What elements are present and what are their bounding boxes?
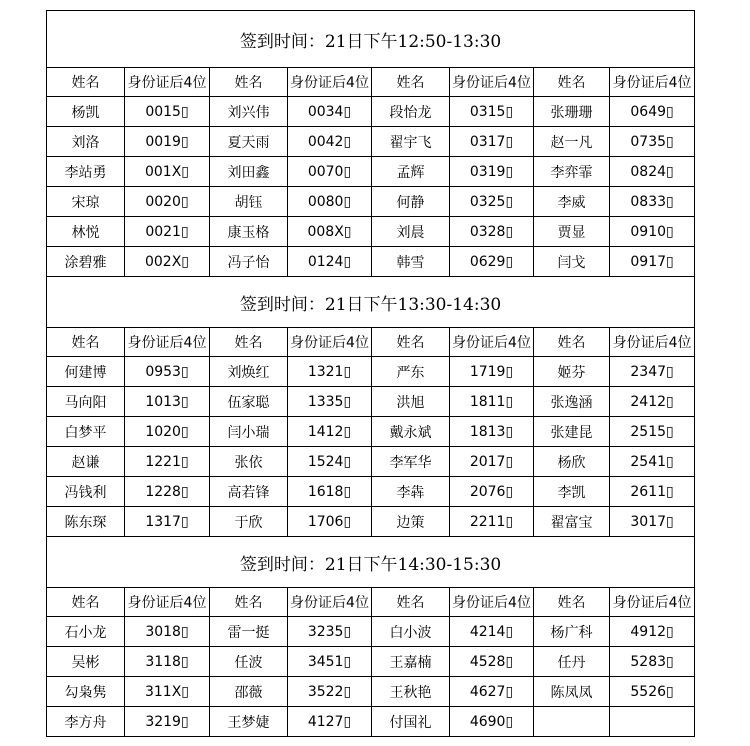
table-row [47,127,695,157]
name-cell: 吴彬 [47,647,125,677]
name-cell: 洪旭 [372,387,450,417]
header-name: 姓名 [210,68,288,97]
name-cell: 冯钱利 [47,477,125,507]
name-cell: 贾显 [534,217,610,247]
table-row [47,677,695,707]
id-last4-cell: 0315▯ [450,97,534,127]
name-cell: 李军华 [372,447,450,477]
table-row [47,477,695,507]
name-cell: 康玉格 [210,217,288,247]
id-last4-cell: 3235▯ [288,617,372,647]
id-last4-cell: 1811▯ [450,387,534,417]
id-last4-cell: 0833▯ [610,187,695,217]
name-cell: 胡钰 [210,187,288,217]
id-last4-cell: 4127▯ [288,707,372,737]
name-cell: 闫小瑞 [210,417,288,447]
name-cell: 邵薇 [210,677,288,707]
id-last4-cell: 4912▯ [610,617,695,647]
name-cell: 赵一凡 [534,127,610,157]
id-last4-cell: 0953▯ [125,357,210,387]
header-name: 姓名 [372,68,450,97]
id-last4-cell: 1719▯ [450,357,534,387]
header-id: 身份证后4位 [125,328,210,357]
id-last4-cell: 0042▯ [288,127,372,157]
id-last4-cell: 002X▯ [125,247,210,277]
header-id: 身份证后4位 [125,588,210,617]
header-id: 身份证后4位 [610,68,695,97]
name-cell: 何静 [372,187,450,217]
id-last4-cell: 2611▯ [610,477,695,507]
id-last4-cell: 0015▯ [125,97,210,127]
header-id: 身份证后4位 [288,68,372,97]
id-last4-cell: 2347▯ [610,357,695,387]
header-name: 姓名 [47,68,125,97]
id-last4-cell: 1020▯ [125,417,210,447]
header-name: 姓名 [534,328,610,357]
name-cell: 白梦平 [47,417,125,447]
name-cell: 严东 [372,357,450,387]
table-row [47,187,695,217]
id-last4-cell: 0034▯ [288,97,372,127]
name-cell: 张建昆 [534,417,610,447]
name-cell: 宋琼 [47,187,125,217]
header-id: 身份证后4位 [288,588,372,617]
id-last4-cell: 1524▯ [288,447,372,477]
header-id: 身份证后4位 [450,588,534,617]
name-cell: 夏天雨 [210,127,288,157]
id-last4-cell: 2211▯ [450,507,534,537]
id-last4-cell: 2515▯ [610,417,695,447]
header-name: 姓名 [372,588,450,617]
id-last4-cell: 1335▯ [288,387,372,417]
header-name: 姓名 [534,68,610,97]
name-cell: 刘兴伟 [210,97,288,127]
table-row [47,247,695,277]
id-last4-cell: 1013▯ [125,387,210,417]
id-last4-cell: 0019▯ [125,127,210,157]
id-last4-cell: 4214▯ [450,617,534,647]
id-last4-cell: 2412▯ [610,387,695,417]
name-cell: 付国礼 [372,707,450,737]
name-cell: 赵谦 [47,447,125,477]
header-id: 身份证后4位 [610,588,695,617]
name-cell: 王嘉楠 [372,647,450,677]
id-last4-cell: 0319▯ [450,157,534,187]
id-last4-cell: 0649▯ [610,97,695,127]
id-last4-cell: 2541▯ [610,447,695,477]
header-name: 姓名 [47,328,125,357]
session-title: 签到时间：21日下午12:50-13:30 [47,11,695,68]
name-cell: 李站勇 [47,157,125,187]
column-header-row [47,68,695,97]
name-cell: 刘洛 [47,127,125,157]
name-cell: 任波 [210,647,288,677]
id-last4-cell: 008X▯ [288,217,372,247]
name-cell: 高若锋 [210,477,288,507]
session-title-row [47,537,695,588]
id-last4-cell: 3118▯ [125,647,210,677]
name-cell: 林悦 [47,217,125,247]
header-id: 身份证后4位 [450,328,534,357]
session-title-row [47,277,695,328]
id-last4-cell: 3018▯ [125,617,210,647]
name-cell: 张珊珊 [534,97,610,127]
id-last4-cell: 4627▯ [450,677,534,707]
id-last4-cell: 1618▯ [288,477,372,507]
id-last4-cell: 0824▯ [610,157,695,187]
name-cell: 张依 [210,447,288,477]
name-cell: 伍家聪 [210,387,288,417]
name-cell: 石小龙 [47,617,125,647]
name-cell: 闫戈 [534,247,610,277]
table-row [47,357,695,387]
name-cell: 刘田鑫 [210,157,288,187]
id-last4-cell: 0910▯ [610,217,695,247]
name-cell: 雷一挺 [210,617,288,647]
table-row [47,447,695,477]
header-id: 身份证后4位 [450,68,534,97]
id-last4-cell: 001X▯ [125,157,210,187]
id-last4-cell: 1321▯ [288,357,372,387]
id-last4-cell: 0124▯ [288,247,372,277]
id-last4-cell: 2017▯ [450,447,534,477]
column-header-row [47,588,695,617]
id-last4-cell: 0328▯ [450,217,534,247]
table-row [47,617,695,647]
name-cell: 戴永斌 [372,417,450,447]
name-cell: 陈凤凤 [534,677,610,707]
name-cell: 段怡龙 [372,97,450,127]
table-row [47,417,695,447]
id-last4-cell: 0325▯ [450,187,534,217]
session-title: 签到时间：21日下午14:30-15:30 [47,537,695,588]
id-last4-cell: 3451▯ [288,647,372,677]
id-last4-cell: 0629▯ [450,247,534,277]
id-last4-cell: 3522▯ [288,677,372,707]
name-cell: 边策 [372,507,450,537]
name-cell: 任丹 [534,647,610,677]
table-row [47,507,695,537]
session-title: 签到时间：21日下午13:30-14:30 [47,277,695,328]
header-id: 身份证后4位 [125,68,210,97]
name-cell: 李方舟 [47,707,125,737]
name-cell: 勾枭隽 [47,677,125,707]
id-last4-cell: 0020▯ [125,187,210,217]
id-last4-cell: 1706▯ [288,507,372,537]
id-last4-cell: 0735▯ [610,127,695,157]
name-cell: 白小波 [372,617,450,647]
id-last4-cell [610,707,695,737]
id-last4-cell: 0021▯ [125,217,210,247]
name-cell: 李凯 [534,477,610,507]
name-cell: 刘焕红 [210,357,288,387]
table-row [47,387,695,417]
name-cell: 杨凯 [47,97,125,127]
session-title-row [47,11,695,68]
name-cell: 王秋艳 [372,677,450,707]
name-cell: 翟富宝 [534,507,610,537]
id-last4-cell: 0070▯ [288,157,372,187]
name-cell: 涂碧雅 [47,247,125,277]
sign-in-table [46,10,695,737]
name-cell: 李威 [534,187,610,217]
name-cell: 刘晨 [372,217,450,247]
name-cell: 冯子怡 [210,247,288,277]
header-name: 姓名 [210,328,288,357]
table-row [47,647,695,677]
table-row [47,157,695,187]
name-cell: 张逸涵 [534,387,610,417]
table-row [47,97,695,127]
id-last4-cell: 3219▯ [125,707,210,737]
name-cell: 王梦婕 [210,707,288,737]
name-cell: 李弈霏 [534,157,610,187]
name-cell: 何建博 [47,357,125,387]
id-last4-cell: 5526▯ [610,677,695,707]
name-cell: 于欣 [210,507,288,537]
id-last4-cell: 3017▯ [610,507,695,537]
name-cell: 陈东琛 [47,507,125,537]
column-header-row [47,328,695,357]
id-last4-cell: 4690▯ [450,707,534,737]
id-last4-cell: 0917▯ [610,247,695,277]
name-cell: 杨广科 [534,617,610,647]
table-row [47,217,695,247]
id-last4-cell: 5283▯ [610,647,695,677]
id-last4-cell: 2076▯ [450,477,534,507]
name-cell: 孟辉 [372,157,450,187]
table-row [47,707,695,737]
name-cell: 杨欣 [534,447,610,477]
name-cell [534,707,610,737]
id-last4-cell: 0317▯ [450,127,534,157]
name-cell: 姬芬 [534,357,610,387]
id-last4-cell: 0080▯ [288,187,372,217]
header-name: 姓名 [47,588,125,617]
header-name: 姓名 [210,588,288,617]
header-name: 姓名 [534,588,610,617]
id-last4-cell: 311X▯ [125,677,210,707]
id-last4-cell: 4528▯ [450,647,534,677]
header-id: 身份证后4位 [610,328,695,357]
id-last4-cell: 1813▯ [450,417,534,447]
id-last4-cell: 1412▯ [288,417,372,447]
header-name: 姓名 [372,328,450,357]
header-id: 身份证后4位 [288,328,372,357]
name-cell: 马向阳 [47,387,125,417]
id-last4-cell: 1317▯ [125,507,210,537]
id-last4-cell: 1228▯ [125,477,210,507]
name-cell: 翟宇飞 [372,127,450,157]
name-cell: 李犇 [372,477,450,507]
id-last4-cell: 1221▯ [125,447,210,477]
name-cell: 韩雪 [372,247,450,277]
